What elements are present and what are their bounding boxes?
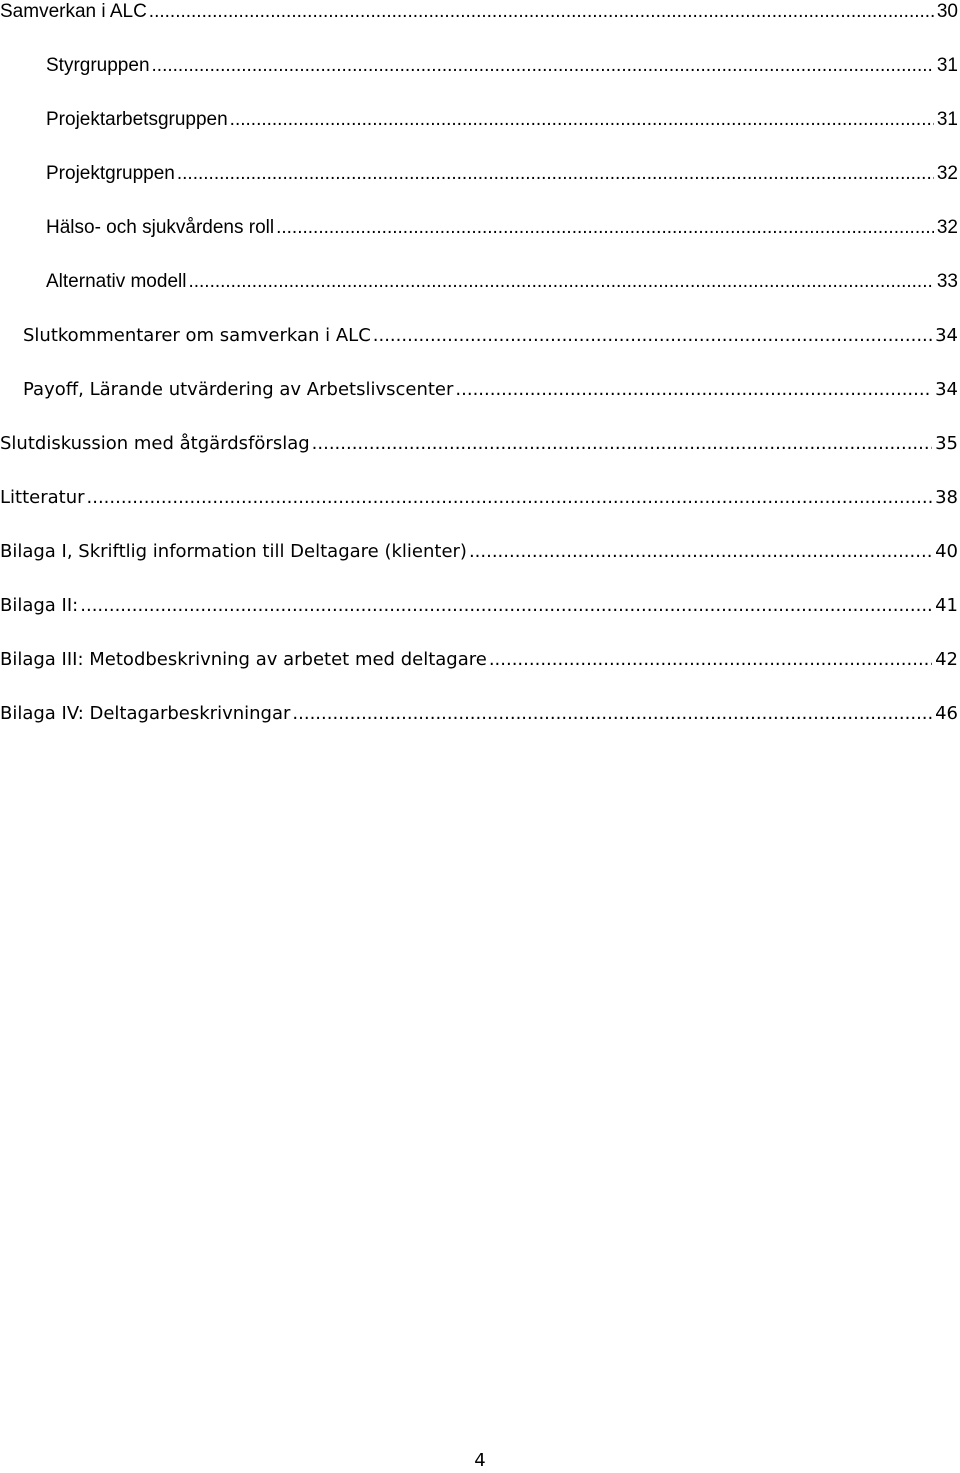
toc-entry-page: 46 <box>935 703 958 724</box>
toc-entry-page: 32 <box>936 163 958 184</box>
toc-entry-title: Styrgruppen <box>46 55 150 76</box>
dot-leader <box>149 0 934 24</box>
toc-entry-bilaga-1[interactable] <box>0 540 958 570</box>
toc-entry-page: 42 <box>935 649 958 670</box>
dot-leader <box>292 702 932 726</box>
toc-entry-title: Hälso- och sjukvårdens roll <box>46 217 275 238</box>
toc-entry-projektgruppen[interactable] <box>46 162 958 192</box>
toc-entry-page: 38 <box>935 487 958 508</box>
toc-entry-slutkommentarer[interactable] <box>23 324 958 354</box>
dot-leader <box>230 108 934 132</box>
dot-leader <box>188 270 933 294</box>
toc-entry-title: Bilaga IV: Deltagarbeskrivningar <box>0 703 291 724</box>
toc-entry-styrgruppen[interactable] <box>46 54 958 84</box>
toc-entry-page: 34 <box>935 379 958 400</box>
toc-entry-projektarbetsgruppen[interactable] <box>46 108 958 138</box>
toc-entry-bilaga-3[interactable] <box>0 648 958 678</box>
toc-entry-title: Samverkan i ALC <box>0 1 147 22</box>
toc-entry-page: 34 <box>935 325 958 346</box>
toc-entry-alternativ-modell[interactable] <box>46 270 958 300</box>
dot-leader <box>455 378 932 402</box>
toc-entry-page: 32 <box>936 217 958 238</box>
toc-entry-payoff[interactable] <box>23 378 958 408</box>
toc-entry-title: Projektgruppen <box>46 163 175 184</box>
toc-entry-title: Slutdiskussion med åtgärdsförslag <box>0 433 310 454</box>
toc-entry-title: Slutkommentarer om samverkan i ALC <box>23 325 371 346</box>
toc-entry-page: 35 <box>935 433 958 454</box>
dot-leader <box>152 54 934 78</box>
toc-entry-page: 40 <box>935 541 958 562</box>
toc-entry-title: Bilaga III: Metodbeskrivning av arbetet med deltagare <box>0 649 487 670</box>
toc-entry-page: 31 <box>936 55 958 76</box>
toc-entry-title: Projektarbetsgruppen <box>46 109 228 130</box>
toc-entry-title: Bilaga II: <box>0 595 79 616</box>
dot-leader <box>80 594 932 618</box>
toc-entry-title: Payoff, Lärande utvärdering av Arbetslivscenter <box>23 379 454 400</box>
toc-entry-page: 31 <box>936 109 958 130</box>
toc-entry-title: Bilaga I, Skriftlig information till Deltagare (klienter) <box>0 541 467 562</box>
toc-entry-title: Alternativ modell <box>46 271 187 292</box>
page-number: 4 <box>474 1450 486 1471</box>
toc-entry-page: 33 <box>936 271 958 292</box>
toc-entry-bilaga-4[interactable] <box>0 702 958 732</box>
dot-leader <box>87 486 933 510</box>
toc-entry-page: 41 <box>935 595 958 616</box>
toc-entry-bilaga-2[interactable] <box>0 594 958 624</box>
dot-leader <box>177 162 934 186</box>
toc-entry-slutdiskussion[interactable] <box>0 432 958 462</box>
toc-entry-page: 30 <box>936 1 958 22</box>
toc-entry-litteratur[interactable] <box>0 486 958 516</box>
toc-entry-samverkan-i-alc[interactable] <box>0 0 958 30</box>
toc-entry-halso-och-sjukvardens-roll[interactable] <box>46 216 958 246</box>
dot-leader <box>373 324 932 348</box>
dot-leader <box>312 432 932 456</box>
toc-entry-title: Litteratur <box>0 487 85 508</box>
dot-leader <box>276 216 934 240</box>
dot-leader <box>469 540 932 564</box>
dot-leader <box>489 648 932 672</box>
